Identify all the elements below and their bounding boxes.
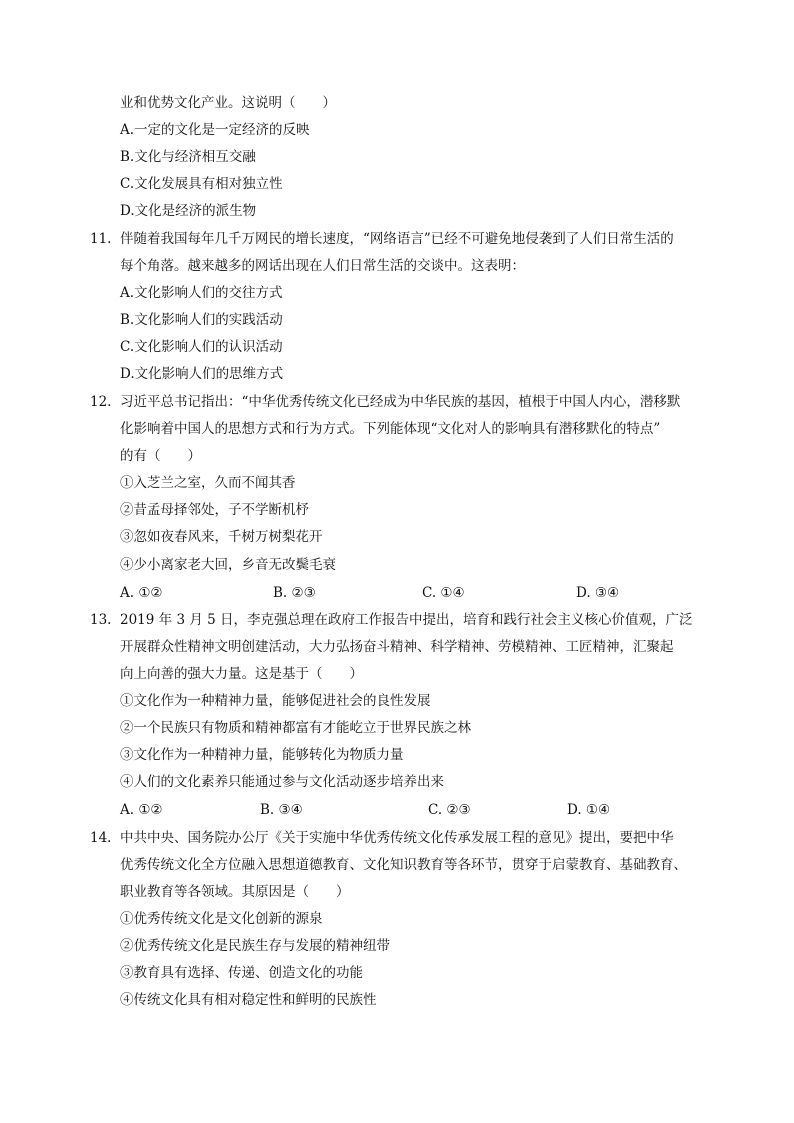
q14-item-1: ①优秀传统文化是文化创新的源泉 bbox=[120, 911, 323, 927]
q12-item-3: ③忽如夜春风来，千树万树梨花开 bbox=[120, 529, 323, 545]
q14-item-4: ④传统文化具有相对稳定性和鲜明的民族性 bbox=[120, 992, 377, 1008]
q13-stem-line-1: 2019 年 3 月 5 日，李克强总理在政府工作报告中提出，培育和践行社会主义核心价值观，广泛 bbox=[120, 612, 693, 628]
q10-option-a: A.一定的文化是一定经济的反映 bbox=[120, 122, 310, 138]
q13-item-3: ③文化作为一种精神力量，能够转化为物质力量 bbox=[120, 747, 404, 763]
q13-choice-a: A. ①② bbox=[120, 802, 163, 818]
q11-option-a: A.文化影响人们的交往方式 bbox=[120, 285, 283, 301]
q10-option-b: B.文化与经济相互交融 bbox=[120, 149, 256, 165]
q13-item-4: ④人们的文化素养只能通过参与文化活动逐步培养出来 bbox=[120, 774, 444, 790]
q13-stem-line-3: 向上向善的强大力量。这是基于（ ） bbox=[120, 666, 363, 682]
q12-stem-line-1: 习近平总书记指出：“中华优秀传统文化已经成为中华民族的基因，植根于中国人内心，潜移默 bbox=[120, 394, 681, 410]
q14-item-3: ③教育具有选择、传递、创造文化的功能 bbox=[120, 965, 363, 981]
q12-choice-a: A. ①② bbox=[120, 585, 163, 601]
q10-option-d: D.文化是经济的派生物 bbox=[120, 203, 257, 219]
q10-stem-continuation: 业和优势文化产业。这说明（ ） bbox=[120, 95, 336, 111]
q13-stem-line-2: 开展群众性精神文明创建活动，大力弘扬奋斗精神、科学精神、劳模精神、工匠精神，汇聚起 bbox=[120, 639, 674, 655]
q11-option-d: D.文化影响人们的思维方式 bbox=[120, 366, 284, 382]
q11-option-b: B.文化影响人们的实践活动 bbox=[120, 312, 283, 328]
q10-option-c: C.文化发展具有相对独立性 bbox=[120, 176, 283, 192]
q14-item-2: ②优秀传统文化是民族生存与发展的精神纽带 bbox=[120, 938, 390, 954]
q11-stem-line-1: 伴随着我国每年几千万网民的增长速度，“网络语言”已经不可避免地侵袭到了人们日常生活的 bbox=[120, 231, 674, 247]
q11-number: 11. bbox=[90, 231, 112, 247]
q11-option-c: C.文化影响人们的认识活动 bbox=[120, 339, 283, 355]
q12-choice-c: C. ①④ bbox=[422, 585, 465, 601]
q13-item-1: ①文化作为一种精神力量，能够促进社会的良性发展 bbox=[120, 693, 431, 709]
q12-item-4: ④少小离家老大回，乡音无改鬓毛衰 bbox=[120, 557, 336, 573]
q13-choice-c: C. ②③ bbox=[428, 802, 471, 818]
q12-stem-line-2: 化影响着中国人的思想方式和行为方式。下列能体现“文化对人的影响具有潜移默化的特点” bbox=[120, 421, 661, 437]
q13-number: 13. bbox=[90, 612, 112, 628]
q12-number: 12. bbox=[90, 394, 112, 410]
q13-item-2: ②一个民族只有物质和精神都富有才能屹立于世界民族之林 bbox=[120, 720, 471, 736]
q12-choice-d: D. ③④ bbox=[576, 585, 620, 601]
q14-stem-line-2: 优秀传统文化全方位融入思想道德教育、文化知识教育等各环节，贯穿于启蒙教育、基础教育、 bbox=[120, 857, 687, 873]
q14-stem-line-1: 中共中央、国务院办公厅《关于实施中华优秀传统文化传承发展工程的意见》提出，要把中华 bbox=[120, 830, 674, 846]
q13-choice-d: D. ①④ bbox=[567, 802, 611, 818]
q13-choice-b: B. ③④ bbox=[260, 802, 303, 818]
q12-choice-b: B. ②③ bbox=[273, 585, 316, 601]
q12-item-1: ①入芝兰之室，久而不闻其香 bbox=[120, 475, 296, 491]
q12-item-2: ②昔孟母择邻处，子不学断机杼 bbox=[120, 502, 309, 518]
q11-stem-line-2: 每个角落。越来越多的网话出现在人们日常生活的交谈中。这表明： bbox=[120, 258, 525, 274]
q12-stem-line-3: 的有（ ） bbox=[120, 448, 201, 464]
q14-stem-line-3: 职业教育等各领域。其原因是（ ） bbox=[120, 884, 350, 900]
q14-number: 14. bbox=[90, 830, 112, 846]
